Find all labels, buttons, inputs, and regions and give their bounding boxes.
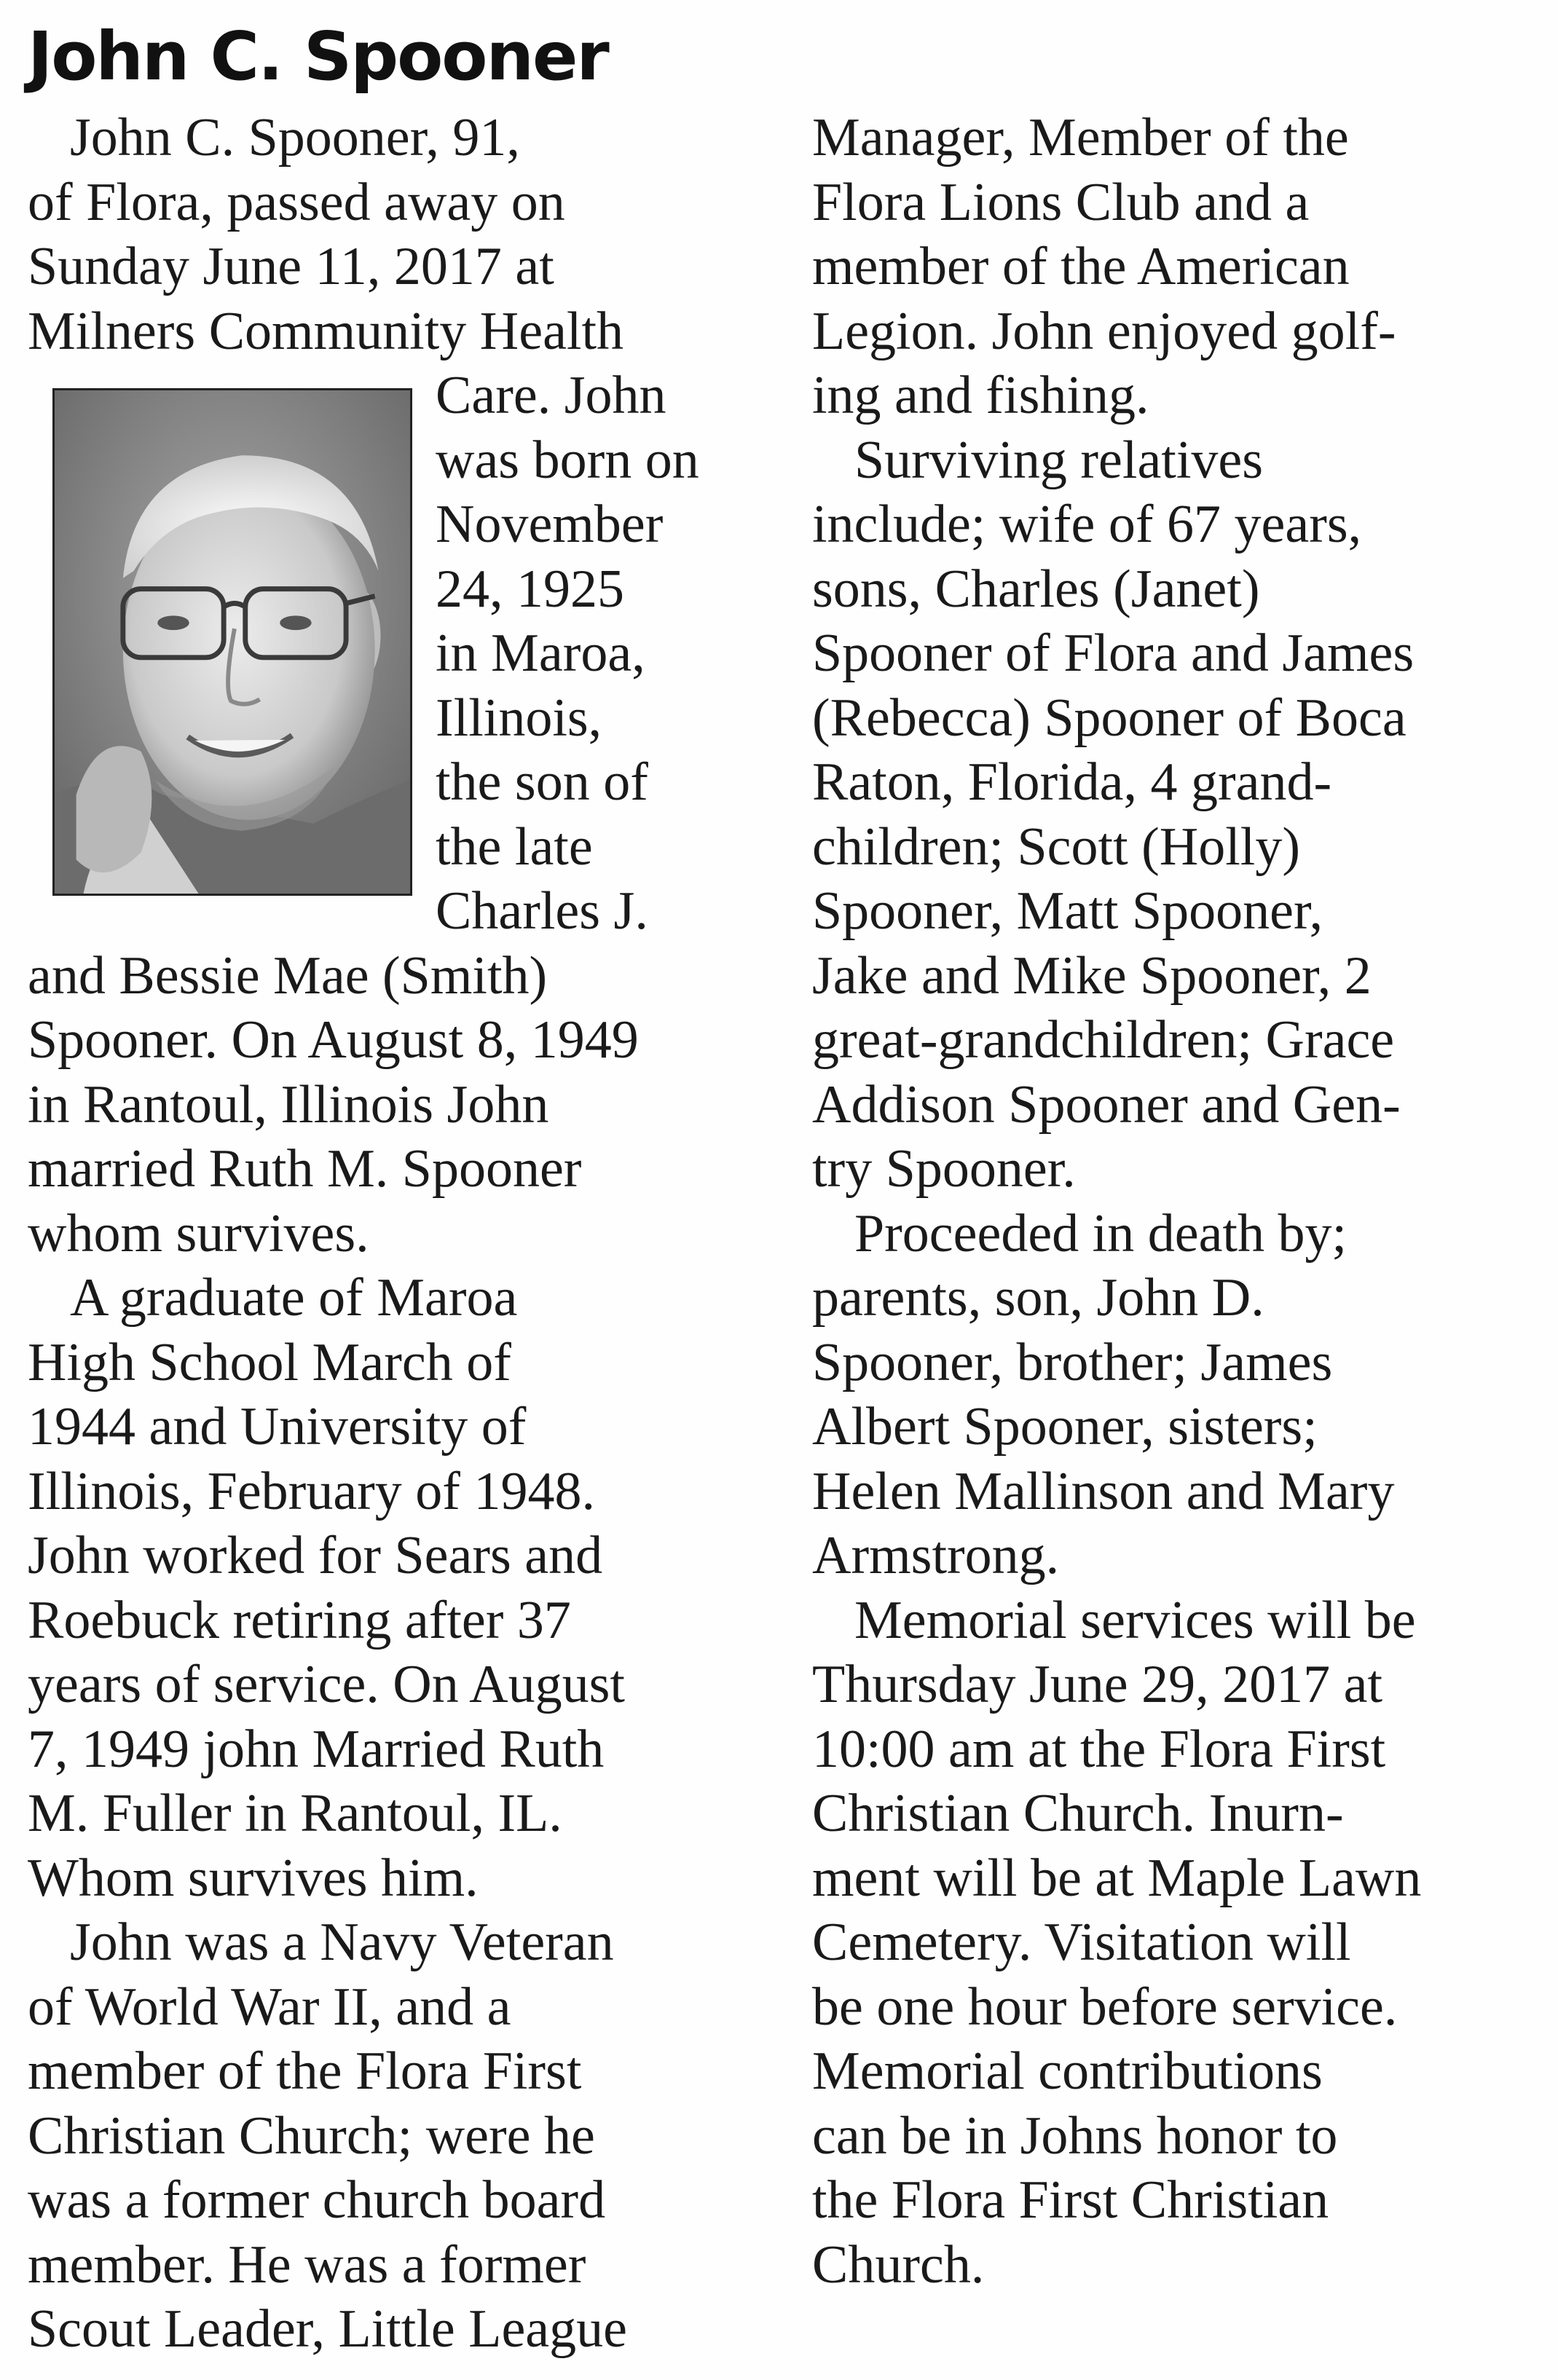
text-line: ing and fishing. [812, 366, 1149, 425]
text-line: Jake and Mike Spooner, 2 [812, 945, 1372, 1006]
text-line: Christian Church. Inurn- [812, 1784, 1344, 1843]
text-line: member of the American [812, 237, 1350, 296]
text-line: can be in Johns honor to [812, 2105, 1338, 2166]
text-line: be one hour before service. [812, 1977, 1398, 2037]
text-line: 7, 1949 john Married Ruth [28, 1719, 605, 1779]
text-line: Milners Community Health [28, 301, 624, 361]
text-line: High School March of [28, 1332, 511, 1392]
text-line: Illinois, [436, 687, 602, 748]
text-line: Spooner. On August 8, 1949 [28, 1010, 639, 1070]
text-line: Christian Church; were he [28, 2105, 595, 2166]
text-line: Proceeded in death by; [854, 1203, 1347, 1264]
portrait-image [55, 390, 410, 894]
text-line: children; Scott (Holly) [812, 816, 1300, 877]
text-line: Care. John [436, 366, 666, 425]
right-column [812, 106, 1555, 2297]
text-line: years of service. On August [28, 1655, 625, 1714]
text-line: great-grandchildren; Grace [812, 1010, 1395, 1070]
text-line: married Ruth M. Spooner [28, 1139, 582, 1199]
text-line: Flora Lions Club and a [812, 172, 1310, 232]
text-line: of World War II, and a [28, 1977, 511, 2037]
text-line: Armstrong. [812, 1526, 1060, 1585]
text-line: Church. [812, 2234, 985, 2295]
text-line: 24, 1925 [436, 559, 624, 619]
text-line: Manager, Member of the [812, 108, 1349, 168]
text-line: Memorial services will be [854, 1590, 1416, 1650]
text-line: Legion. John enjoyed golf- [812, 301, 1396, 361]
text-line: of Flora, passed away on [28, 172, 565, 232]
text-line: try Spooner. [812, 1139, 1076, 1199]
text-line: member. He was a former [28, 2234, 586, 2295]
text-line: Whom survives him. [28, 1848, 479, 1908]
text-line: Charles J. [436, 881, 648, 941]
text-line: the late [436, 816, 593, 877]
text-line: 10:00 am at the Flora First [812, 1719, 1386, 1779]
text-line: whom survives. [28, 1203, 369, 1264]
text-line: November [436, 494, 664, 554]
text-line: include; wife of 67 years, [812, 494, 1362, 554]
text-line: John C. Spooner, 91, [70, 108, 520, 168]
text-line: member of the Flora First [28, 2041, 582, 2101]
text-line: and Bessie Mae (Smith) [28, 945, 548, 1006]
text-line: A graduate of Maroa [70, 1268, 518, 1328]
text-line: M. Fuller in Rantoul, IL. [28, 1784, 562, 1843]
text-line: parents, son, John D. [812, 1268, 1264, 1328]
text-line: John worked for Sears and [28, 1526, 603, 1585]
text-line: the son of [436, 752, 648, 812]
text-line: Spooner, Matt Spooner, [812, 881, 1323, 941]
text-line: Illinois, February of 1948. [28, 1461, 595, 1521]
text-line: John was a Navy Veteran [70, 1912, 614, 1972]
text-line: was born on [436, 430, 699, 490]
text-line: (Rebecca) Spooner of Boca [812, 687, 1406, 748]
text-line: Albert Spooner, sisters; [812, 1397, 1318, 1457]
text-line: Cemetery. Visitation will [812, 1912, 1351, 1972]
text-line: sons, Charles (Janet) [812, 559, 1260, 619]
text-line: Spooner of Flora and James [812, 623, 1415, 683]
text-line: was a former church board [28, 2170, 606, 2230]
text-line: ment will be at Maple Lawn [812, 1848, 1422, 1908]
text-line: 1944 and University of [28, 1397, 527, 1457]
text-line: Memorial contributions [812, 2041, 1323, 2101]
text-line: Sunday June 11, 2017 at [28, 237, 554, 296]
text-line: Roebuck retiring after 37 [28, 1590, 571, 1650]
headline: John C. Spooner [28, 17, 608, 95]
text-line: Addison Spooner and Gen- [812, 1074, 1401, 1135]
text-line: in Rantoul, Illinois John [28, 1074, 549, 1135]
text-line: Helen Mallinson and Mary [812, 1461, 1395, 1521]
text-line: Scout Leader, Little League [28, 2299, 627, 2359]
text-line: Thursday June 29, 2017 at [812, 1655, 1383, 1714]
text-line: Raton, Florida, 4 grand- [812, 752, 1332, 812]
text-line: Surviving relatives [854, 430, 1264, 490]
portrait-photo [52, 388, 412, 896]
text-line: in Maroa, [436, 623, 645, 683]
text-line: Spooner, brother; James [812, 1332, 1333, 1392]
text-line: the Flora First Christian [812, 2170, 1329, 2230]
